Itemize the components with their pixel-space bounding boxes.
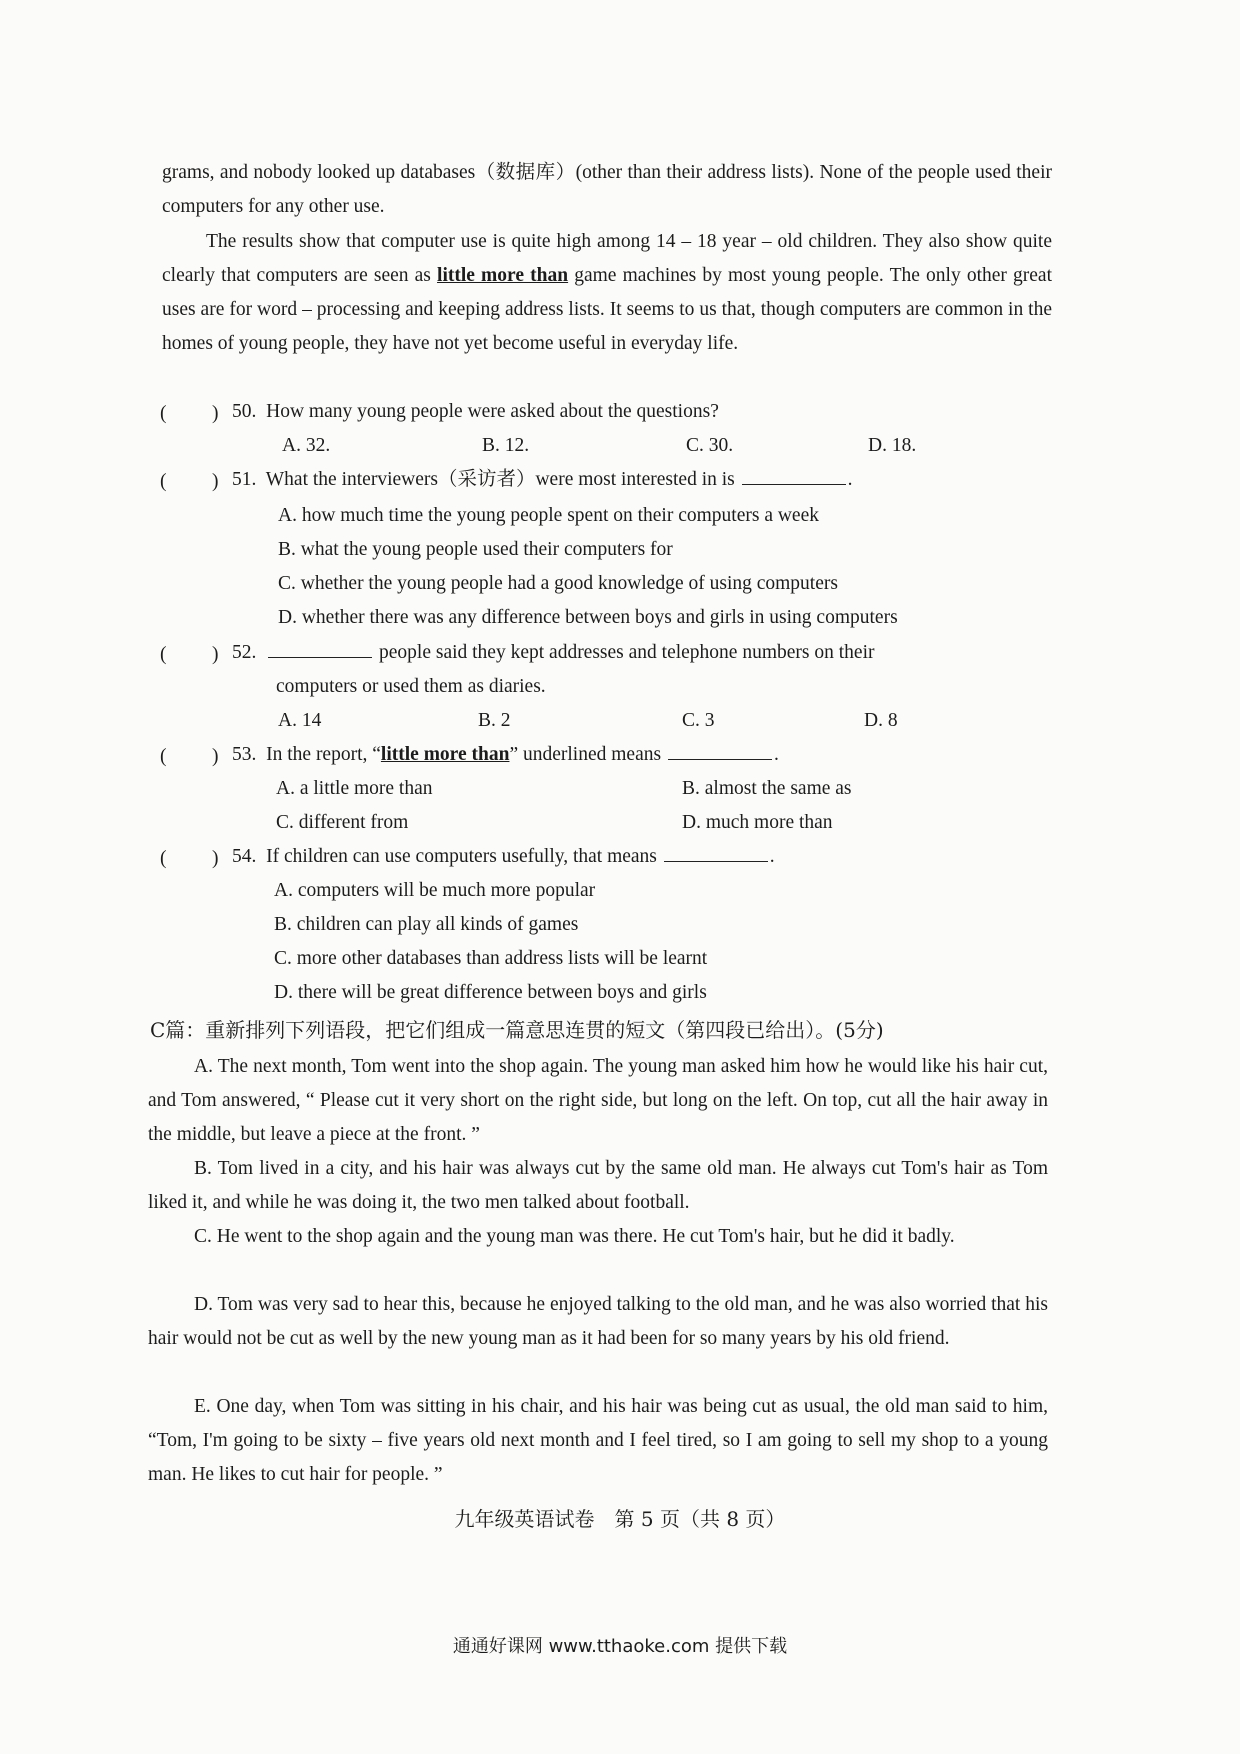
answer-bracket-52[interactable]: ( ) <box>160 644 219 665</box>
answer-bracket-51[interactable]: ( ) <box>160 471 219 492</box>
option-52-b: B. 2 <box>478 710 511 731</box>
passage-b-paragraph-2 <box>162 225 1052 361</box>
option-50-b: B. 12. <box>482 435 530 456</box>
option-52-d: D. 8 <box>864 710 898 731</box>
question-stem: What the interviewers（采访者）were most interested in is <box>265 469 735 490</box>
option-50-c: C. 30. <box>686 435 734 456</box>
option-53-c: C. different from <box>276 812 409 833</box>
question-52-line-2: computers or used them as diaries. <box>276 676 546 697</box>
option-54-b: B. children can play all kinds of games <box>274 914 579 935</box>
passage-c-paragraph-e: E. One day, when Tom was sitting in his chair, and his hair was being cut as usual, the old man said to him, “Tom, I'm going to be sixty – five years old next month and I feel tired, so I am going to sell my shop to a young man. He likes to cut hair for people. ” <box>148 1396 1048 1485</box>
passage-c-paragraph-b: B. Tom lived in a city, and his hair was always cut by the same old man. He always cut Tom's hair as Tom liked it, and while he was doing it, the two men talked about football. <box>148 1158 1048 1213</box>
option-53-a: A. a little more than <box>276 778 433 799</box>
site-credit: 通通好课网 www.tthaoke.com 提供下载 <box>452 1636 788 1657</box>
question-52 <box>232 636 874 670</box>
option-54-a: A. computers will be much more popular <box>274 880 596 901</box>
question-54: 54. If children can use computers usefully, that means . <box>232 840 775 874</box>
answer-blank <box>742 464 846 485</box>
section-heading-c: C篇：重新排列下列语段，把它们组成一篇意思连贯的短文（第四段已给出）。(5分) <box>150 1018 884 1042</box>
question-number: 53. <box>232 744 257 765</box>
option-51-d: D. whether there was any difference between boys and girls in using computers <box>278 607 898 628</box>
option-53-b: B. almost the same as <box>682 778 852 799</box>
passage-b-text: game machines by most young people. The only other great uses are for word – processing and keeping address lists. It seems to us that, though computers are common in the homes of young people, they have not yet become useful in everyday life. <box>162 265 1053 354</box>
question-53: 53. In the report, “little more than” underlined means . <box>232 738 779 772</box>
option-51-c: C. whether the young people had a good knowledge of using computers <box>278 573 838 594</box>
question-number: 50. <box>232 401 257 422</box>
option-54-d: D. there will be great difference between boys and girls <box>274 982 707 1003</box>
passage-b-text: The results show that computer use is quite high among 14 – 18 year – old children. They also show quite clearly that computers are seen as <box>162 231 1052 286</box>
option-51-a: A. how much time the young people spent on their computers a week <box>278 505 819 526</box>
question-number: 51. <box>232 469 257 490</box>
option-50-d: D. 18. <box>868 435 917 456</box>
page-number-footer: 九年级英语试卷 第 5 页（共 8 页） <box>454 1507 786 1531</box>
question-number: 54. <box>232 846 257 867</box>
answer-blank <box>664 841 768 862</box>
question-50 <box>232 395 719 429</box>
answer-bracket-54[interactable]: ( ) <box>160 848 219 869</box>
underlined-phrase: little more than <box>380 744 510 765</box>
passage-b-paragraph-1: grams, and nobody looked up databases（数据库）(other than their address lists). None of the people used their computers for any other use. <box>162 162 1052 217</box>
passage-c-paragraph-a: A. The next month, Tom went into the shop again. The young man asked him how he would like his hair cut, and Tom answered, “ Please cut it very short on the right side, but long on the left. On top, cut all the hair away in the middle, but leave a piece at the front. ” <box>148 1056 1048 1145</box>
question-stem: How many young people were asked about the questions? <box>266 401 719 422</box>
option-51-b: B. what the young people used their computers for <box>278 539 673 560</box>
option-53-d: D. much more than <box>682 812 833 833</box>
question-stem: If children can use computers usefully, that means <box>266 846 657 867</box>
passage-c-paragraph-d: D. Tom was very sad to hear this, because he enjoyed talking to the old man, and he was also worried that his hair would not be cut as well by the new young man as it had been for so many years by his old friend. <box>148 1294 1048 1349</box>
question-stem: people said they kept addresses and telephone numbers on their <box>379 642 875 663</box>
option-52-c: C. 3 <box>682 710 715 731</box>
answer-blank <box>668 739 772 760</box>
answer-blank <box>268 637 372 658</box>
underlined-phrase: little more than <box>437 265 569 286</box>
option-50-a: A. 32. <box>282 435 331 456</box>
option-54-c: C. more other databases than address lists will be learnt <box>274 948 708 969</box>
question-number: 52. <box>232 642 257 663</box>
question-51: 51. What the interviewers（采访者）were most interested in is . <box>232 463 853 497</box>
answer-bracket-53[interactable]: ( ) <box>160 746 219 767</box>
passage-c-paragraph-c: C. He went to the shop again and the young man was there. He cut Tom's hair, but he did it badly. <box>194 1226 955 1247</box>
option-52-a: A. 14 <box>278 710 322 731</box>
answer-bracket-50[interactable]: ( ) <box>160 403 219 424</box>
